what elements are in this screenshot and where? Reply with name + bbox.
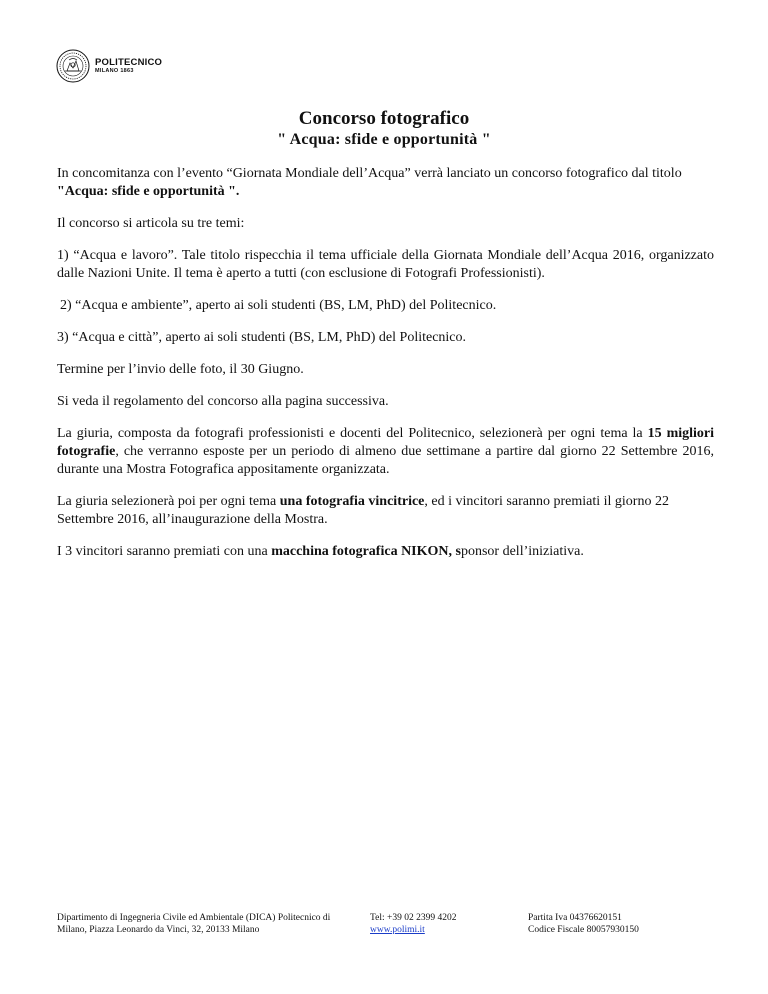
paragraph-theme-2: 2) “Acqua e ambiente”, aperto ai soli studenti (BS, LM, PhD) del Politecnico. — [60, 298, 497, 313]
jury-text-bold: 15 migliori fotografie — [57, 426, 714, 459]
footer-address-line-1: Dipartimento di Ingegneria Civile ed Ambientale (DICA) Politecnico di — [57, 913, 331, 923]
footer-tax-code: Codice Fiscale 80057930150 — [528, 925, 639, 935]
intro-text: In concomitanza con l’evento “Giornata Mondiale dell’Acqua” verrà lanciato un concorso fotografico dal titolo — [57, 166, 682, 181]
title-line-2: " Acqua: sfide e opportunità " — [277, 131, 491, 148]
title-line-1: Concorso fotografico — [298, 108, 470, 129]
intro-bold-title: "Acqua: sfide e opportunità ". — [57, 184, 240, 199]
paragraph-themes-intro: Il concorso si articola su tre temi: — [57, 216, 245, 231]
document-body — [57, 165, 714, 575]
paragraph-winner — [57, 493, 714, 529]
footer-address-line-2: Milano, Piazza Leonardo da Vinci, 32, 20133 Milano — [57, 925, 260, 935]
document-title — [0, 108, 768, 150]
footer-address — [57, 912, 357, 936]
politecnico-seal-icon — [56, 49, 90, 83]
prize-text-post: ponsor dell’iniziativa. — [460, 544, 584, 559]
winner-text-pre: La giuria selezionerà poi per ogni tema — [57, 494, 280, 509]
logo-name: POLITECNICO — [95, 56, 163, 68]
paragraph-theme-3: 3) “Acqua e città”, aperto ai soli studenti (BS, LM, PhD) del Politecnico. — [57, 330, 467, 345]
footer-vat-number: Partita Iva 04376620151 — [528, 913, 622, 923]
paragraph-regulation: Si veda il regolamento del concorso alla pagina successiva. — [57, 394, 389, 409]
paragraph-deadline: Termine per l’invio delle foto, il 30 Giugno. — [57, 362, 304, 377]
jury-text-post: , che verranno esposte per un periodo di almeno due settimane a partire dal giorno 22 Settembre 2016, durante una Mostra Fotografica appositamente organizzata. — [57, 444, 714, 477]
paragraph-prize — [57, 543, 714, 561]
footer-contact — [370, 912, 457, 936]
footer-tax-info — [528, 912, 639, 936]
winner-text-bold: una fotografia vincitrice — [279, 494, 425, 509]
prize-text-pre: I 3 vincitori saranno premiati con una — [57, 544, 272, 559]
paragraph-theme-1: 1) “Acqua e lavoro”. Tale titolo rispecchia il tema ufficiale della Giornata Mondiale dell’Acqua 2016, organizzato dalle Nazioni Unite. Il tema è aperto a tutti (con esclusione di Fotografi Professionisti). — [57, 248, 714, 281]
footer-website-link[interactable]: www.polimi.it — [370, 925, 425, 935]
winner-text-post: , ed i vincitori saranno premiati il giorno 22 Settembre 2016, all’inaugurazione della Mostra. — [57, 494, 669, 527]
paragraph-intro — [57, 165, 714, 201]
prize-text-bold: macchina fotografica NIKON, s — [271, 544, 461, 559]
jury-text-pre: La giuria, composta da fotografi professionisti e docenti del Politecnico, selezionerà per ogni tema la — [57, 426, 648, 441]
paragraph-jury — [57, 425, 714, 479]
footer-telephone: Tel: +39 02 2399 4202 — [370, 913, 457, 923]
logo-subtitle: MILANO 1863 — [95, 68, 134, 74]
politecnico-logo — [56, 48, 162, 84]
